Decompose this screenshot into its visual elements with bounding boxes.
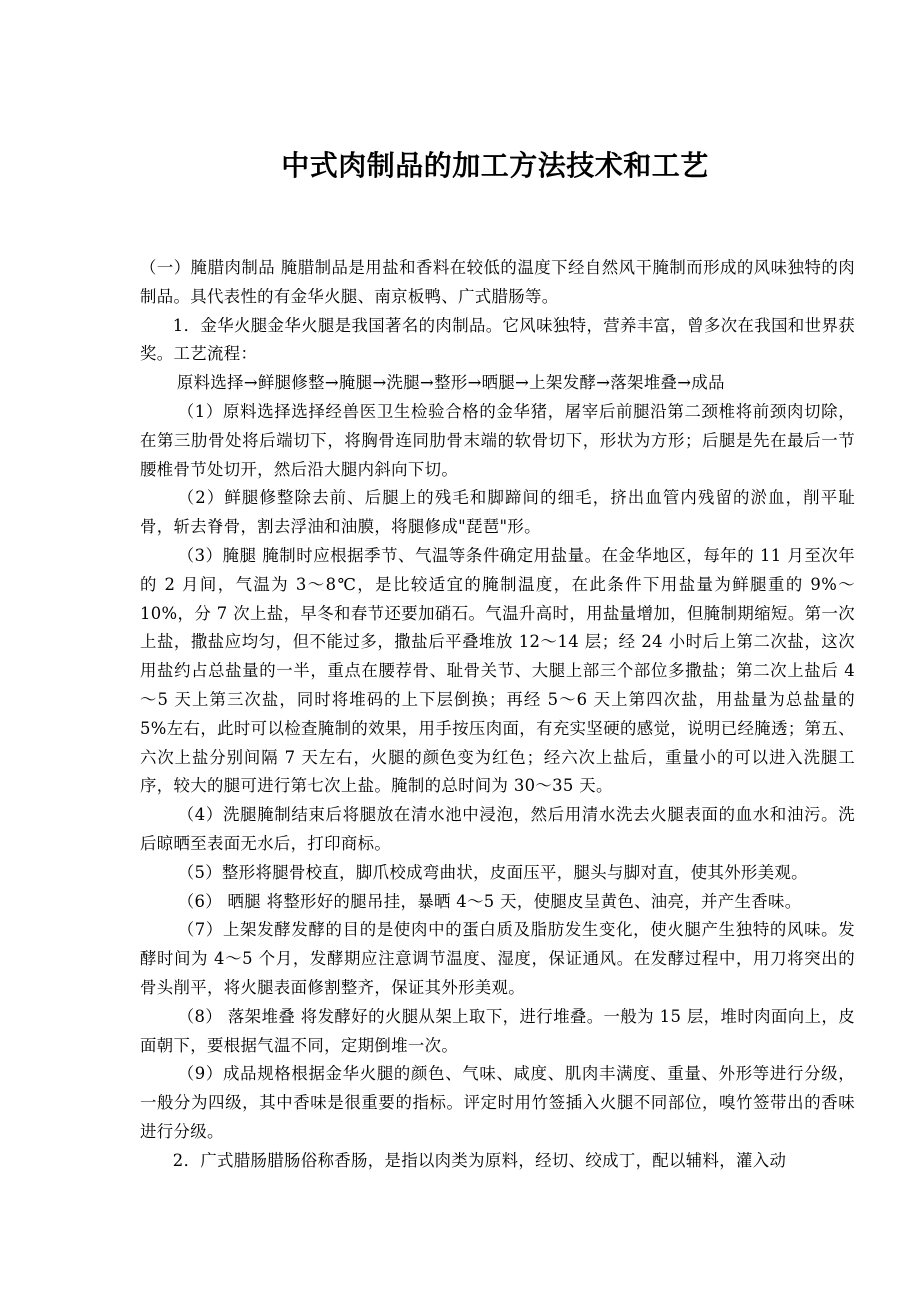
paragraph-step-2: （2）鲜腿修整除去前、后腿上的残毛和脚蹄间的细毛，挤出血管内残留的淤血，削平耻骨，斩去脊骨，割去浮油和油膜，将腿修成"琵琶"形。: [140, 488, 855, 537]
paragraph-step-9: （9）成品规格根据金华火腿的颜色、气味、咸度、肌肉丰满度、重量、外形等进行分级，一般分为四级，其中香味是很重要的指标。评定时用竹签插入火腿不同部位，嗅竹签带出的香味进行分级。: [140, 1064, 855, 1141]
paragraph-step-1: （1）原料选择选择经兽医卫生检验合格的金华猪，屠宰后前腿沿第二颈椎将前颈肉切除，在第三肋骨处将后端切下，将胸骨连同肋骨末端的软骨切下，形状为方形；后腿是先在最后一节腰椎骨节处切开，然后沿大腿内斜向下切。: [140, 401, 855, 479]
paragraph-section-intro: （一）腌腊肉制品 腌腊制品是用盐和香料在较低的温度下经自然风干腌制而形成的风味独特的肉制品。具代表性的有金华火腿、南京板鸭、广式腊肠等。: [140, 258, 855, 306]
paragraph-step-4: （4）洗腿腌制结束后将腿放在清水池中浸泡，然后用清水洗去火腿表面的血水和油污。洗后晾晒至表面无水后，打印商标。: [140, 805, 855, 853]
paragraph-step-7: （7）上架发酵发酵的目的是使肉中的蛋白质及脂肪发生变化，使火腿产生独特的风味。发酵时间为 4～5 个月，发酵期应注意调节温度、湿度，保证通风。在发酵过程中，用刀将突出的骨头削平，将火腿表面修割整齐，保证其外形美观。: [140, 920, 855, 997]
paragraph-process-flow: 原料选择→鲜腿修整→腌腿→洗腿→整形→晒腿→上架发酵→落架堆叠→成品: [176, 373, 725, 393]
document-title: 中式肉制品的加工方法技术和工艺: [281, 149, 709, 182]
paragraph-step-8: （8） 落架堆叠 将发酵好的火腿从架上取下，进行堆叠。一般为 15 层，堆时肉面向上，皮面朝下，要根据气温不同，定期倒堆一次。: [140, 1006, 855, 1055]
paragraph-step-3: （3）腌腿 腌制时应根据季节、气温等条件确定用盐量。在金华地区，每年的 11 月至次年的 2 月间，气温为 3～8℃，是比较适宜的腌制温度，在此条件下用盐量为鲜腿重的 9%～10%，分 7 次上盐，早冬和春节还要加硝石。气温升高时，用盐量增加，但腌制期缩短。第一次上盐，撒盐应均匀，但不能过多，撒盐后平叠堆放 12～14 层；经 24 小时后上第二次盐，这次用盐约占总盐量的一半，重点在腰荐骨、耻骨关节、大腿上部三个部位多撒盐；第二次上盐后 4～5 天上第三次盐，同时将堆码的上下层倒换；再经 5～6 天上第四次盐，用盐量为总盐量的 5%左右，此时可以检查腌制的效果，用手按压肉面，有充实坚硬的感觉，说明已经腌透；第五、六次上盐分别间隔 7 天左右，火腿的颜色变为红色；经六次上盐后，重量小的可以进入洗腿工序，较大的腿可进行第七次上盐。腌制的总时间为 30～35 天。: [140, 545, 855, 796]
paragraph-step-5: （5）整形将腿骨校直，脚爪校成弯曲状，皮面压平，腿头与脚对直，使其外形美观。: [177, 862, 808, 882]
paragraph-cantonese-sausage-intro: 2．广式腊肠腊肠俗称香肠，是指以肉类为原料，经切、绞成丁，配以辅料，灌入动: [172, 1150, 787, 1170]
paragraph-step-6: （6） 晒腿 将整形好的腿吊挂，暴晒 4～5 天，使腿皮呈黄色、油亮，并产生香味。: [177, 891, 802, 911]
document-body: [140, 254, 855, 1176]
paragraph-jinhua-ham-intro: 1．金华火腿金华火腿是我国著名的肉制品。它风味独特，营养丰富，曾多次在我国和世界获奖。工艺流程：: [140, 315, 855, 364]
